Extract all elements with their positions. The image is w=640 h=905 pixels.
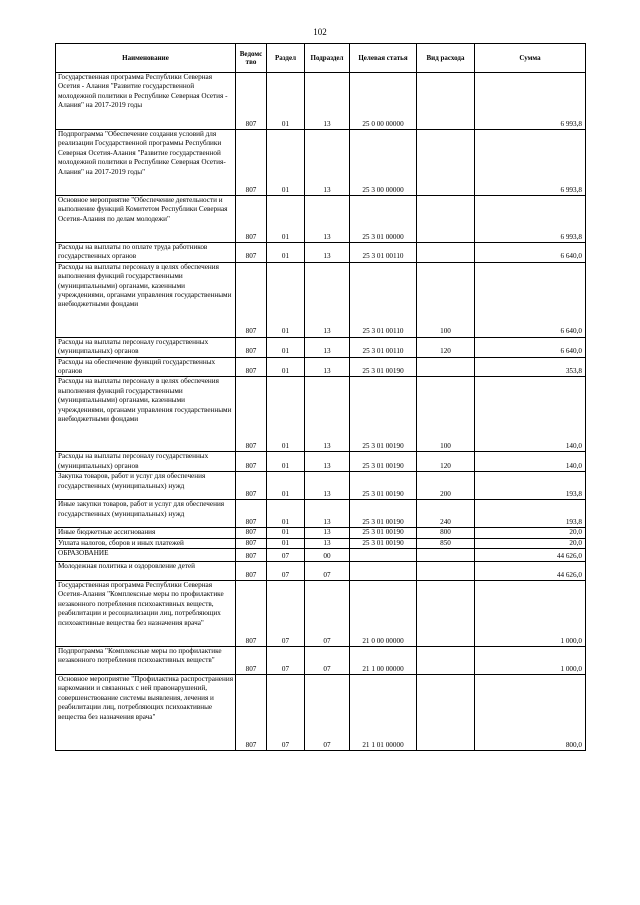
cell-podrazdel: 07: [305, 562, 350, 581]
cell-summa: 353,8: [475, 357, 586, 377]
cell-vid: 120: [417, 337, 475, 357]
cell-name: Расходы на выплаты персоналу государственных (муниципальных) органов: [56, 452, 236, 472]
cell-summa: 140,0: [475, 377, 586, 452]
cell-vid: [417, 73, 475, 130]
cell-vid: 100: [417, 262, 475, 337]
cell-summa: 6 640,0: [475, 243, 586, 263]
table-row: [56, 337, 586, 357]
cell-ved: 807: [236, 243, 267, 263]
cell-celevaya: 25 3 01 00190: [350, 528, 417, 538]
cell-celevaya: 25 3 01 00190: [350, 357, 417, 377]
cell-celevaya: 21 1 00 00000: [350, 647, 417, 675]
cell-summa: 44 626,0: [475, 549, 586, 562]
cell-podrazdel: 13: [305, 196, 350, 243]
cell-ved: 807: [236, 196, 267, 243]
header-vid: Вид расхода: [417, 44, 475, 73]
cell-summa: 20,0: [475, 538, 586, 548]
cell-ved: 807: [236, 357, 267, 377]
cell-podrazdel: 07: [305, 675, 350, 751]
cell-name: Иные закупки товаров, работ и услуг для обеспечения государственных (муниципальных) нужд: [56, 500, 236, 528]
table-row: [56, 472, 586, 500]
cell-name: Расходы на выплаты персоналу в целях обеспечения выполнения функций государственными (муниципальными) органами, казенными учреждениями, органами управления государственными внебюджетными фондами: [56, 262, 236, 337]
cell-vid: [417, 647, 475, 675]
table-body: [56, 73, 586, 751]
cell-razdel: 07: [267, 647, 305, 675]
cell-ved: 807: [236, 500, 267, 528]
cell-ved: 807: [236, 528, 267, 538]
cell-ved: 807: [236, 262, 267, 337]
header-podrazdel: Подраздел: [305, 44, 350, 73]
cell-razdel: 01: [267, 538, 305, 548]
cell-name: Закупка товаров, работ и услуг для обеспечения государственных (муниципальных) нужд: [56, 472, 236, 500]
cell-razdel: 01: [267, 377, 305, 452]
cell-razdel: 07: [267, 562, 305, 581]
cell-vid: [417, 549, 475, 562]
header-name: Наименование: [56, 44, 236, 73]
cell-summa: 6 993,8: [475, 73, 586, 130]
cell-podrazdel: 13: [305, 262, 350, 337]
cell-ved: 807: [236, 472, 267, 500]
cell-summa: 6 640,0: [475, 337, 586, 357]
cell-vid: [417, 357, 475, 377]
cell-summa: 140,0: [475, 452, 586, 472]
table-row: [56, 562, 586, 581]
cell-summa: 20,0: [475, 528, 586, 538]
table-header-row: [56, 44, 586, 73]
cell-podrazdel: 07: [305, 581, 350, 647]
table-row: [56, 549, 586, 562]
cell-podrazdel: 13: [305, 538, 350, 548]
cell-celevaya: 25 3 01 00190: [350, 538, 417, 548]
cell-celevaya: [350, 549, 417, 562]
header-razdel: Раздел: [267, 44, 305, 73]
cell-podrazdel: 13: [305, 130, 350, 196]
cell-razdel: 07: [267, 581, 305, 647]
table-row: [56, 73, 586, 130]
cell-razdel: 01: [267, 262, 305, 337]
page-number: 102: [313, 27, 327, 37]
cell-vid: [417, 196, 475, 243]
cell-razdel: 07: [267, 549, 305, 562]
header-summa: Сумма: [475, 44, 586, 73]
cell-razdel: 01: [267, 500, 305, 528]
cell-podrazdel: 13: [305, 243, 350, 263]
cell-razdel: 01: [267, 472, 305, 500]
cell-name: Подпрограмма "Комплексные меры по профилактике незаконного потребления психоактивных веществ": [56, 647, 236, 675]
cell-celevaya: [350, 562, 417, 581]
cell-vid: [417, 562, 475, 581]
cell-celevaya: 25 3 01 00110: [350, 262, 417, 337]
cell-ved: 807: [236, 452, 267, 472]
cell-celevaya: 25 3 01 00110: [350, 243, 417, 263]
table-row: [56, 528, 586, 538]
table-row: [56, 357, 586, 377]
cell-vid: 850: [417, 538, 475, 548]
cell-podrazdel: 13: [305, 528, 350, 538]
cell-ved: 807: [236, 337, 267, 357]
table-row: [56, 675, 586, 751]
cell-vid: [417, 243, 475, 263]
cell-podrazdel: 13: [305, 472, 350, 500]
cell-summa: 6 993,8: [475, 196, 586, 243]
cell-summa: 1 000,0: [475, 647, 586, 675]
cell-podrazdel: 13: [305, 357, 350, 377]
cell-name: Уплата налогов, сборов и иных платежей: [56, 538, 236, 548]
cell-ved: 807: [236, 562, 267, 581]
cell-razdel: 01: [267, 357, 305, 377]
cell-summa: 193,8: [475, 500, 586, 528]
cell-summa: 193,8: [475, 472, 586, 500]
cell-ved: 807: [236, 647, 267, 675]
cell-name: Расходы на выплаты персоналу в целях обеспечения выполнения функций государственными (муниципальными) органами, казенными учреждениями, органами управления государственными внебюджетными фондами: [56, 377, 236, 452]
cell-vid: [417, 130, 475, 196]
cell-summa: 1 000,0: [475, 581, 586, 647]
cell-name: Государственная программа Республики Северная Осетия - Алания "Развитие государственной молодежной политики в Республике Северная Осетия - Алания" на 2017-2019 годы: [56, 73, 236, 130]
cell-celevaya: 25 3 01 00190: [350, 377, 417, 452]
cell-razdel: 01: [267, 196, 305, 243]
cell-podrazdel: 00: [305, 549, 350, 562]
cell-vid: 120: [417, 452, 475, 472]
cell-name: Основное мероприятие "Обеспечение деятельности и выполнение функций Комитетом Республики Северная Осетия-Алания по делам молодежи": [56, 196, 236, 243]
cell-celevaya: 25 3 00 00000: [350, 130, 417, 196]
cell-ved: 807: [236, 538, 267, 548]
table-row: [56, 377, 586, 452]
cell-name: Иные бюджетные ассигнования: [56, 528, 236, 538]
cell-razdel: 01: [267, 528, 305, 538]
budget-table: [55, 43, 586, 751]
cell-podrazdel: 13: [305, 452, 350, 472]
cell-celevaya: 25 3 01 00000: [350, 196, 417, 243]
cell-name: Подпрограмма "Обеспечение создания условий для реализации Государственной программы Республики Северная Осетия-Алания "Развитие государственной молодежной политики в Республике Северная Осетия-Алания" на 2017-2019 годы": [56, 130, 236, 196]
cell-ved: 807: [236, 581, 267, 647]
cell-razdel: 01: [267, 243, 305, 263]
cell-podrazdel: 13: [305, 377, 350, 452]
cell-podrazdel: 13: [305, 500, 350, 528]
cell-name: Молодежная политика и оздоровление детей: [56, 562, 236, 581]
cell-summa: 6 640,0: [475, 262, 586, 337]
cell-celevaya: 25 0 00 00000: [350, 73, 417, 130]
cell-razdel: 01: [267, 452, 305, 472]
cell-vid: 100: [417, 377, 475, 452]
cell-razdel: 01: [267, 337, 305, 357]
cell-celevaya: 25 3 01 00110: [350, 337, 417, 357]
table-row: [56, 243, 586, 263]
table-row: [56, 452, 586, 472]
table-row: [56, 647, 586, 675]
table-row: [56, 500, 586, 528]
table-row: [56, 538, 586, 548]
cell-vid: 240: [417, 500, 475, 528]
cell-vid: 800: [417, 528, 475, 538]
cell-vid: 200: [417, 472, 475, 500]
cell-name: Основное мероприятие "Профилактика распространения наркомании и связанных с ней правонарушений, совершенствование системы выявления, лечения и реабилитации лиц, потребляющих психоактивные вещества без назначения врача": [56, 675, 236, 751]
header-celevaya: Целевая статья: [350, 44, 417, 73]
cell-podrazdel: 13: [305, 337, 350, 357]
cell-ved: 807: [236, 549, 267, 562]
cell-name: Расходы на выплаты по оплате труда работников государственных органов: [56, 243, 236, 263]
cell-ved: 807: [236, 377, 267, 452]
table-row: [56, 262, 586, 337]
cell-podrazdel: 07: [305, 647, 350, 675]
table-row: [56, 581, 586, 647]
table-row: [56, 196, 586, 243]
cell-name: ОБРАЗОВАНИЕ: [56, 549, 236, 562]
cell-name: Государственная программа Республики Северная Осетия-Алания "Комплексные меры по профилактике незаконного потребления психоактивных веществ, реабилитации и ресоциализации лиц, потребляющих психоактивные вещества без назначения врача": [56, 581, 236, 647]
cell-razdel: 01: [267, 130, 305, 196]
cell-celevaya: 25 3 01 00190: [350, 452, 417, 472]
cell-summa: 6 993,8: [475, 130, 586, 196]
cell-summa: 800,0: [475, 675, 586, 751]
cell-name: Расходы на обеспечение функций государственных органов: [56, 357, 236, 377]
cell-podrazdel: 13: [305, 73, 350, 130]
cell-razdel: 01: [267, 73, 305, 130]
cell-celevaya: 21 0 00 00000: [350, 581, 417, 647]
cell-summa: 44 626,0: [475, 562, 586, 581]
cell-razdel: 07: [267, 675, 305, 751]
header-ved: Ведомс тво: [236, 44, 267, 73]
cell-celevaya: 25 3 01 00190: [350, 472, 417, 500]
cell-celevaya: 21 1 01 00000: [350, 675, 417, 751]
cell-name: Расходы на выплаты персоналу государственных (муниципальных) органов: [56, 337, 236, 357]
table-row: [56, 130, 586, 196]
cell-vid: [417, 581, 475, 647]
cell-celevaya: 25 3 01 00190: [350, 500, 417, 528]
cell-ved: 807: [236, 130, 267, 196]
cell-ved: 807: [236, 675, 267, 751]
cell-vid: [417, 675, 475, 751]
cell-ved: 807: [236, 73, 267, 130]
